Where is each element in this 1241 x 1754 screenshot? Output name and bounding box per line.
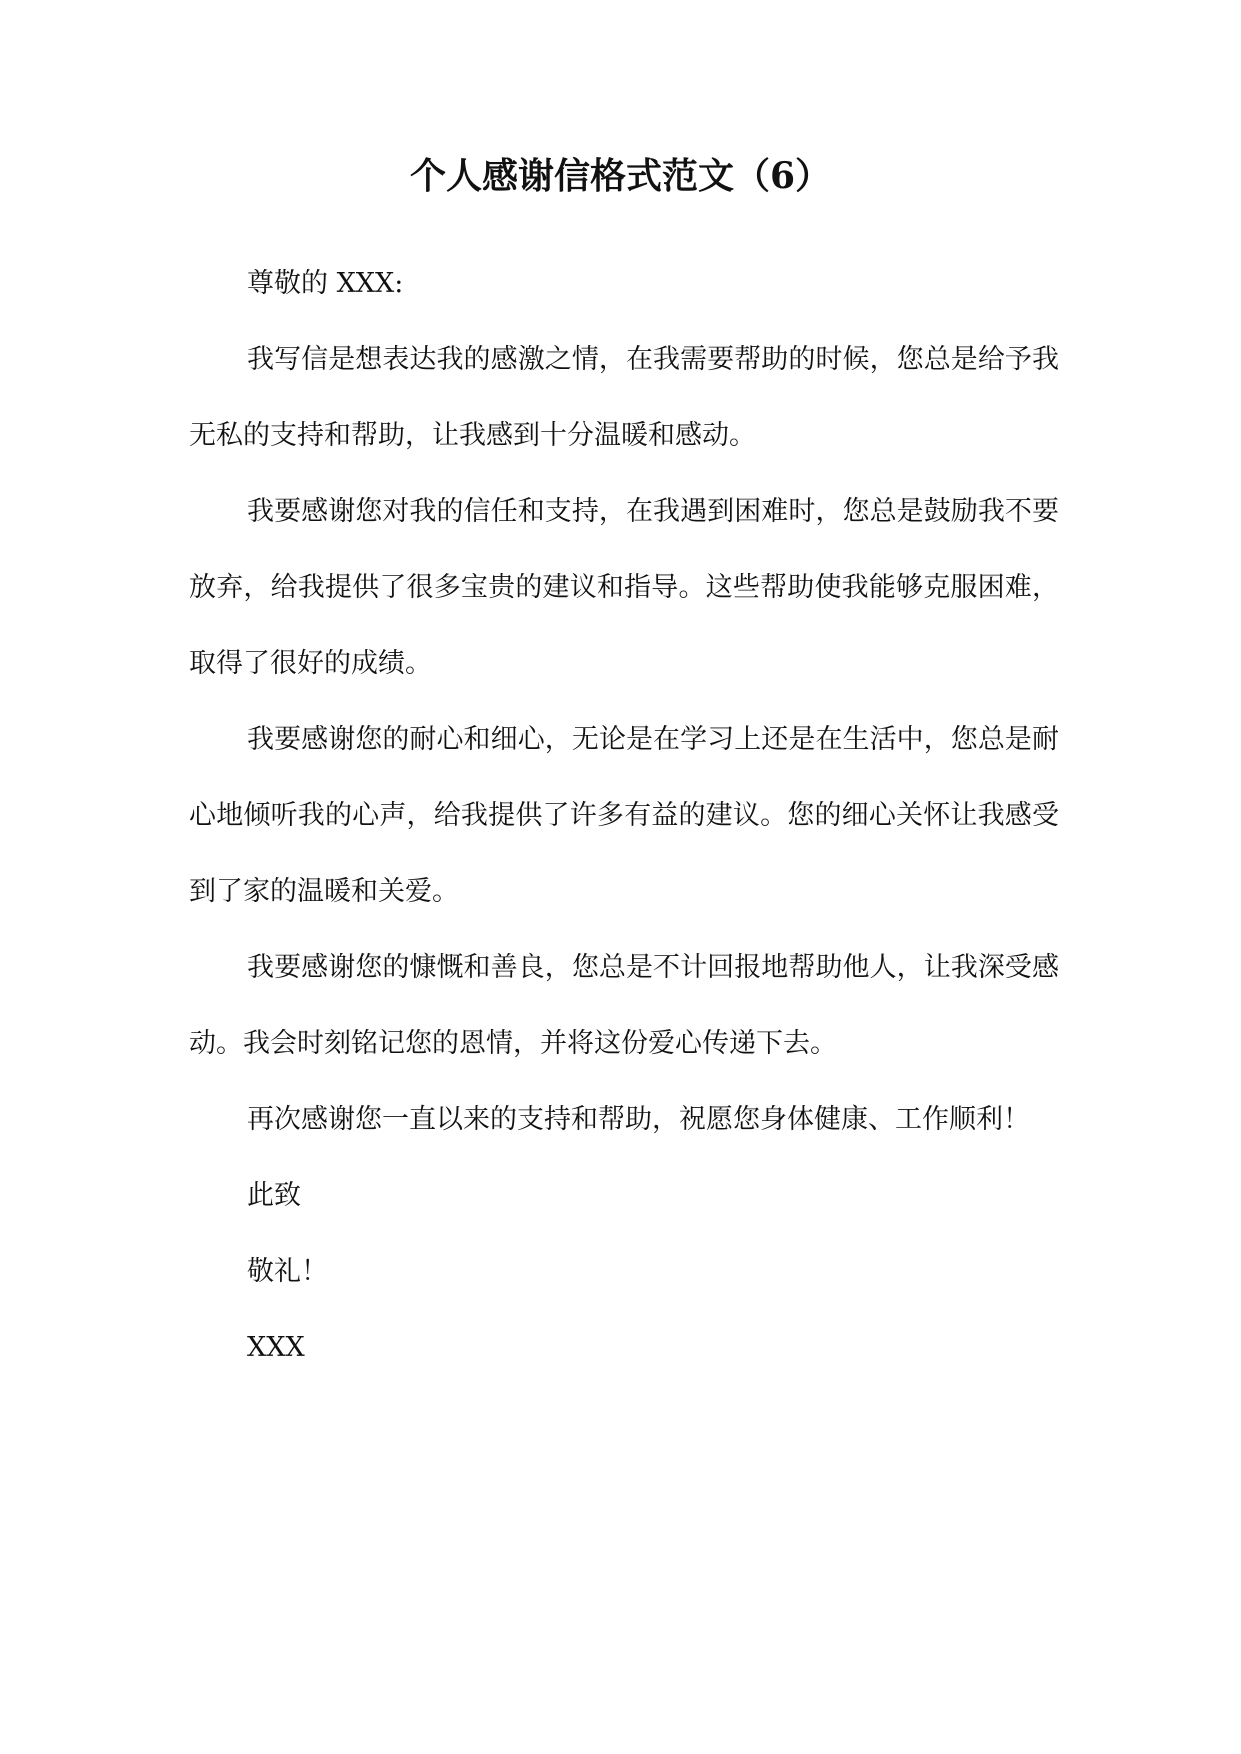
paragraph-5: 再次感谢您一直以来的支持和帮助，祝愿您身体健康、工作顺利！ (247, 1104, 1030, 1135)
letter-body (189, 246, 1059, 1386)
closing-line-2: 敬礼！ (247, 1256, 328, 1287)
closing-line-1: 此致 (247, 1180, 301, 1211)
signature: XXX (247, 1332, 305, 1363)
paragraph-1: 我写信是想表达我的感激之情，在我需要帮助的时候，您总是给予我无私的支持和帮助，让我感到十分温暖和感动。 (189, 344, 1059, 451)
salutation: 尊敬的 XXX: (247, 268, 404, 299)
paragraph-3: 我要感谢您的耐心和细心，无论是在学习上还是在生活中，您总是耐心地倾听我的心声，给我提供了许多有益的建议。您的细心关怀让我感受到了家的温暖和关爱。 (189, 724, 1059, 907)
paragraph-4: 我要感谢您的慷慨和善良，您总是不计回报地帮助他人，让我深受感动。我会时刻铭记您的恩情，并将这份爱心传递下去。 (189, 952, 1059, 1059)
document-title: 个人感谢信格式范文（6） (409, 155, 832, 197)
paragraph-2: 我要感谢您对我的信任和支持，在我遇到困难时，您总是鼓励我不要放弃，给我提供了很多宝贵的建议和指导。这些帮助使我能够克服困难，取得了很好的成绩。 (189, 496, 1059, 679)
